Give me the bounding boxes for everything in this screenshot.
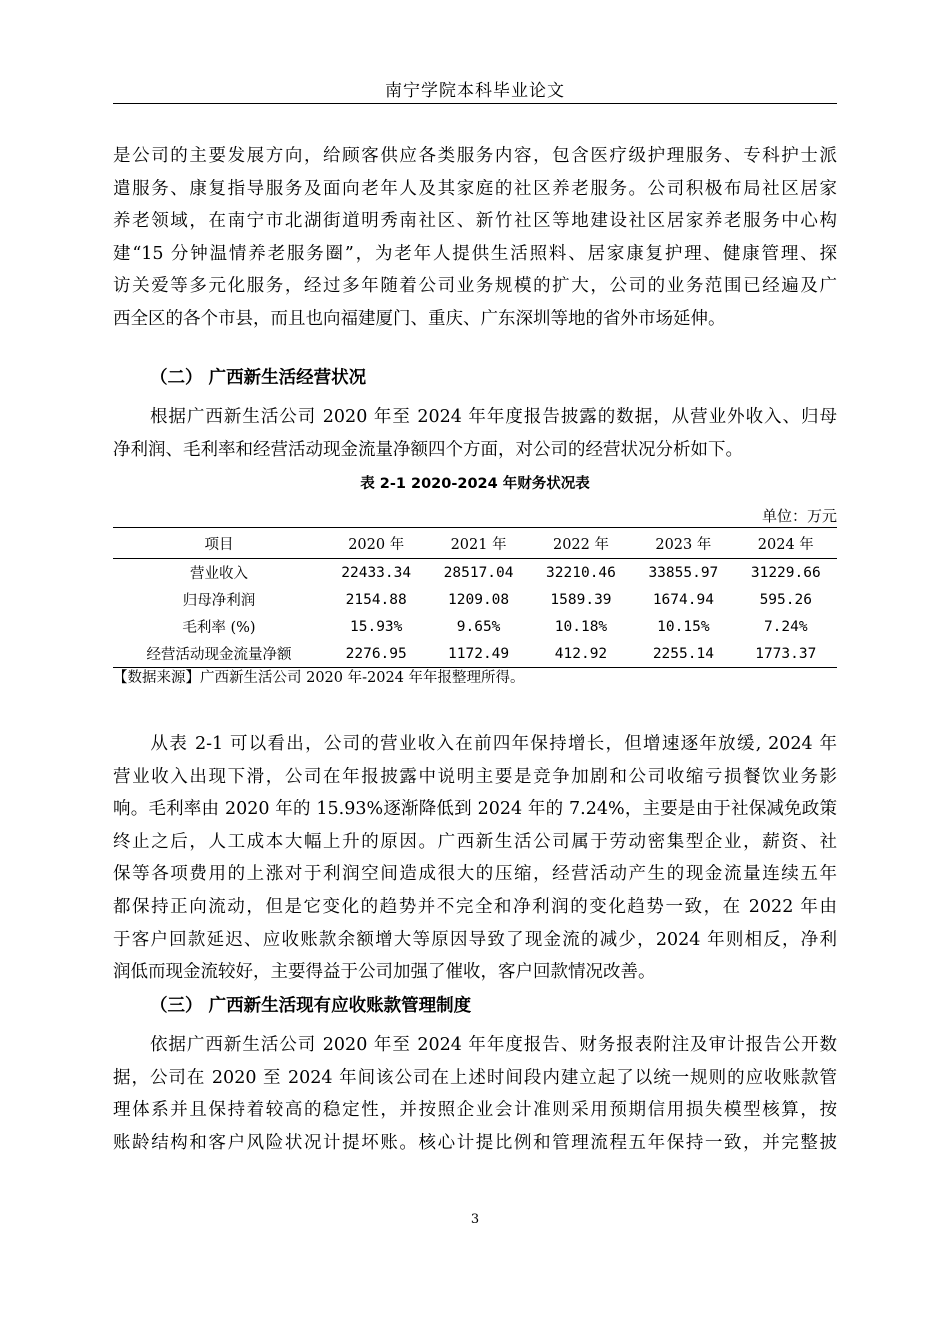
table-row bbox=[113, 613, 837, 640]
page-header-title: 南宁学院本科毕业论文 bbox=[385, 81, 565, 101]
paragraph-line: 遣服务、康复指导服务及面向老年人及其家庭的社区养老服务。公司积极布局社区居家 bbox=[113, 178, 837, 199]
table-cell: 1172.49 bbox=[427, 640, 529, 668]
table-cell: 1209.08 bbox=[448, 591, 510, 608]
table-cell: 33855.97 bbox=[648, 564, 719, 581]
section3-paragraph bbox=[113, 1029, 837, 1159]
paragraph-line: 是公司的主要发展方向，给顾客供应各类服务内容，包含医疗级护理服务、专科护士派 bbox=[113, 146, 837, 166]
table-cell: 28517.04 bbox=[443, 564, 514, 581]
column-header: 项目 bbox=[113, 528, 325, 559]
table-cell: 32210.46 bbox=[546, 564, 616, 581]
paragraph-line: 净利润、毛利率和经营活动现金流量净额四个方面，对公司的经营状况分析如下。 bbox=[113, 439, 743, 460]
table-row bbox=[113, 559, 837, 587]
paragraph-line: 保等各项费用的上涨对于利润空间造成很大的压缩，经营活动产生的现金流量连续五年 bbox=[113, 864, 837, 885]
table-cell: 10.15% bbox=[657, 618, 710, 635]
section-heading-3: （三） 广西新生活现有应收账款管理制度 bbox=[150, 996, 472, 1016]
section2-paragraph bbox=[113, 401, 837, 466]
column-header: 2024 年 bbox=[735, 528, 837, 559]
table-unit-label: 单位：万元 bbox=[761, 507, 837, 525]
paragraph-line: 账龄结构和客户风险状况计提坏账。核心计提比例和管理流程五年保持一致，并完整披 bbox=[113, 1132, 837, 1153]
paragraph-line: 润低而现金流较好，主要得益于公司加强了催收，客户回款情况改善。 bbox=[113, 962, 656, 983]
paragraph-line: 依据广西新生活公司 2020 年至 2024 年年度报告、财务报表附注及审计报告公开数 bbox=[113, 1035, 837, 1055]
paragraph-line: 营业收入出现下滑，公司在年报披露中说明主要是竞争加剧和公司收缩亏损餐饮业务影 bbox=[113, 766, 837, 787]
analysis-paragraph bbox=[113, 728, 837, 989]
table-cell: 1589.39 bbox=[550, 591, 612, 608]
table-cell: 2276.95 bbox=[325, 640, 427, 668]
column-header: 2023 年 bbox=[632, 528, 734, 559]
table-cell: 595.26 bbox=[759, 591, 812, 608]
column-header: 2021 年 bbox=[427, 528, 529, 559]
table-cell: 412.92 bbox=[530, 640, 632, 668]
table-cell: 2255.14 bbox=[632, 640, 734, 668]
paragraph-line: 西全区的各个市县，而且也向福建厦门、重庆、广东深圳等地的省外市场延伸。 bbox=[113, 308, 726, 329]
paragraph-line: 养老领域，在南宁市北湖街道明秀南社区、新竹社区等地建设社区居家养老服务中心构 bbox=[113, 211, 837, 232]
column-header: 2022 年 bbox=[530, 528, 632, 559]
table-source-note: 【数据来源】广西新生活公司 2020 年-2024 年年报整理所得。 bbox=[113, 670, 525, 686]
paragraph-line: 建“15 分钟温情养老服务圈”，为老年人提供生活照料、居家康复护理、健康管理、探 bbox=[113, 243, 837, 264]
table-cell: 7.24% bbox=[763, 618, 808, 635]
paragraph-line: 访关爱等多元化服务，经过多年随着公司业务规模的扩大，公司的业务范围已经遍及广 bbox=[113, 276, 837, 297]
table-cell: 毛利率 (%) bbox=[182, 620, 256, 636]
paragraph-line: 根据广西新生活公司 2020 年至 2024 年年度报告披露的数据，从营业外收入、归母 bbox=[113, 407, 837, 427]
column-header: 2020 年 bbox=[325, 528, 427, 559]
paragraph-line: 从表 2-1 可以看出，公司的营业收入在前四年保持增长，但增速逐年放缓, 2024 年 bbox=[113, 734, 837, 754]
table-cell: 归母净利润 bbox=[182, 593, 256, 609]
table-cell: 1773.37 bbox=[735, 640, 837, 668]
table-cell: 营业收入 bbox=[190, 566, 248, 582]
table-row bbox=[113, 586, 837, 613]
table-row bbox=[113, 640, 837, 668]
section-heading-2: （二） 广西新生活经营状况 bbox=[150, 368, 367, 388]
financial-table bbox=[113, 527, 837, 668]
table-cell: 10.18% bbox=[554, 618, 608, 635]
paragraph-line: 都保持正向流动，但是它变化的趋势并不完全和净利润的变化趋势一致，在 2022 年由 bbox=[113, 896, 837, 917]
header-divider bbox=[113, 103, 837, 104]
table-caption: 表 2-1 2020-2024 年财务状况表 bbox=[360, 476, 590, 492]
table-cell: 经营活动现金流量净额 bbox=[113, 640, 325, 668]
table-header-row bbox=[113, 528, 837, 559]
table-cell: 1674.94 bbox=[652, 591, 714, 608]
table-cell: 22433.34 bbox=[341, 564, 412, 581]
table-cell: 31229.66 bbox=[750, 564, 821, 581]
paragraph-line: 理体系并且保持着较高的稳定性，并按照企业会计准则采用预期信用损失模型核算，按 bbox=[113, 1100, 837, 1121]
page-number: 3 bbox=[470, 1212, 480, 1227]
paragraph-line: 响。毛利率由 2020 年的 15.93%逐渐降低到 2024 年的 7.24%，主要是由于社保减免政策 bbox=[113, 799, 837, 820]
table-cell: 9.65% bbox=[456, 618, 501, 635]
table-cell: 15.93% bbox=[350, 618, 403, 635]
table-cell: 2154.88 bbox=[345, 591, 407, 608]
paragraph-line: 于客户回款延迟、应收账款余额增大等原因导致了现金流的减少，2024 年则相反，净利 bbox=[113, 929, 837, 950]
intro-paragraph bbox=[113, 140, 837, 336]
paragraph-line: 据，公司在 2020 至 2024 年间该公司在上述时间段内建立起了以统一规则的应收账款管 bbox=[113, 1067, 837, 1088]
paragraph-line: 终止之后，人工成本大幅上升的原因。广西新生活公司属于劳动密集型企业，薪资、社 bbox=[113, 831, 837, 852]
